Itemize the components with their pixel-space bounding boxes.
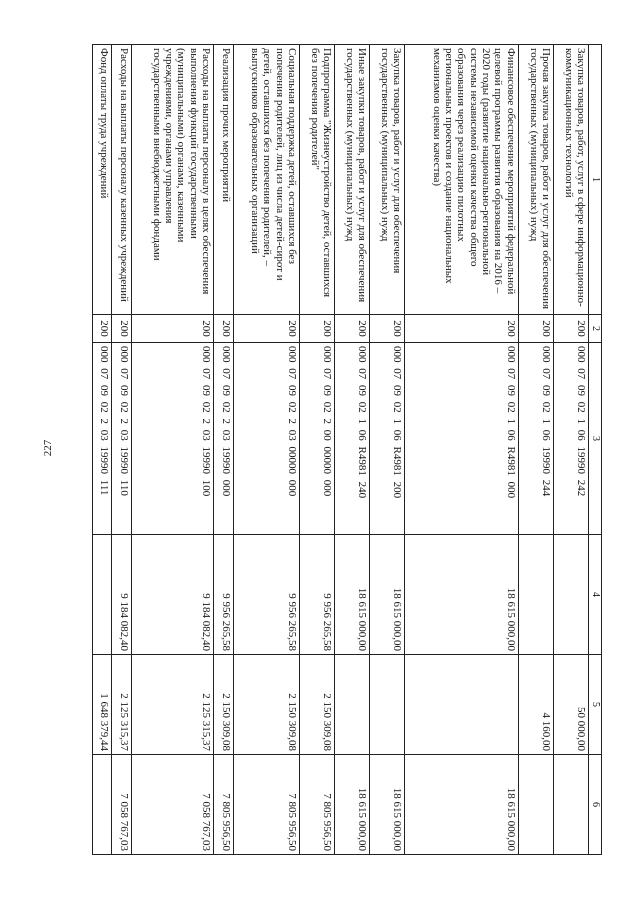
table-row — [405, 45, 518, 855]
row-value-4: 9 956 265,58 — [233, 535, 299, 655]
row-value-6: 18 615 000,00 — [335, 755, 370, 855]
row-value-4: 9 184 082,40 — [131, 535, 213, 655]
row-kbk: 000 07 09 02 1 06 19990 244 — [518, 343, 553, 535]
row-kbk: 000 07 09 02 2 03 19990 100 — [131, 343, 213, 535]
header-cell: 1 — [589, 45, 602, 315]
budget-table — [92, 44, 602, 855]
row-code: 200 — [518, 315, 553, 343]
header-cell: 3 — [589, 343, 602, 535]
row-value-5: 2 150 309,08 — [299, 655, 334, 755]
row-code: 200 — [233, 315, 299, 343]
row-value-5: 2 150 309,08 — [233, 655, 299, 755]
row-value-6: 18 615 000,00 — [370, 755, 405, 855]
row-kbk: 000 07 09 02 1 06 R4981 000 — [405, 343, 518, 535]
table-row — [233, 45, 299, 855]
row-value-5: 50 000,00 — [553, 655, 588, 755]
row-value-4: 9 956 265,58 — [299, 535, 334, 655]
table-row — [93, 45, 113, 855]
table-body — [93, 45, 589, 855]
row-code: 200 — [405, 315, 518, 343]
row-value-6 — [553, 755, 588, 855]
rotated-table-wrapper — [92, 44, 602, 854]
row-code: 200 — [214, 315, 233, 343]
row-code: 200 — [93, 315, 113, 343]
row-name: Закупка товаров, работ и услуг для обеспечения государственных (муниципальных) нужд — [370, 45, 405, 315]
header-cell: 6 — [589, 755, 602, 855]
row-value-5 — [405, 655, 518, 755]
row-value-5 — [335, 655, 370, 755]
row-value-5: 2 125 315,37 — [131, 655, 213, 755]
table-row — [518, 45, 553, 855]
row-value-6 — [518, 755, 553, 855]
row-kbk: 000 07 09 02 2 03 19990 110 — [112, 343, 131, 535]
row-value-5: 4 160,00 — [518, 655, 553, 755]
row-name: Подпрограмма "Жизнеустройство детей, оставшихся без попечения родителей" — [299, 45, 334, 315]
row-code: 200 — [553, 315, 588, 343]
row-value-6: 18 615 000,00 — [405, 755, 518, 855]
row-value-5: 2 125 315,37 — [112, 655, 131, 755]
header-cell: 2 — [589, 315, 602, 343]
row-kbk: 000 07 09 02 2 03 19990 111 — [93, 343, 113, 535]
row-kbk: 000 07 09 02 1 06 R4981 240 — [335, 343, 370, 535]
row-value-6: 7 805 956,50 — [214, 755, 233, 855]
row-value-4: 9 956 265,58 — [214, 535, 233, 655]
row-value-6: 7 805 956,50 — [299, 755, 334, 855]
table-row — [553, 45, 588, 855]
page-number: 227 — [42, 439, 54, 457]
table-row — [131, 45, 213, 855]
row-name: Расходы на выплаты персоналу в целях обеспечения выполнения функций государственными (муниципальными) органами, казенными учреждениями, органами управления государственными внебюджетными фондами — [131, 45, 213, 315]
row-value-4 — [553, 535, 588, 655]
row-value-4: 18 615 000,00 — [370, 535, 405, 655]
row-name: Прочая закупка товаров, работ и услуг для обеспечения государственных (муниципальных) нужд — [518, 45, 553, 315]
row-value-4: 18 615 000,00 — [335, 535, 370, 655]
row-code: 200 — [112, 315, 131, 343]
row-value-4: 18 615 000,00 — [405, 535, 518, 655]
row-value-5 — [370, 655, 405, 755]
row-name: Финансовое обеспечение мероприятий федеральной целевой программы развития образования на 2016 – 2020 годы (развитие национально-региональной системы независимой оценки качества общего образования через реализацию пилотных региональных проектов и создание национальных механизмов оценки качества) — [405, 45, 518, 315]
row-value-6: 7 058 767,03 — [131, 755, 213, 855]
row-name: Фонд оплаты труда учреждений — [93, 45, 113, 315]
row-value-5: 1 648 379,44 — [93, 655, 113, 755]
row-value-6: 7 058 767,03 — [112, 755, 131, 855]
table-row — [299, 45, 334, 855]
row-name: Расходы на выплаты персоналу казенных учреждений — [112, 45, 131, 315]
row-value-4 — [93, 535, 113, 655]
table-row — [214, 45, 233, 855]
row-name: Социальная поддержка детей, оставшихся без попечения родителей, лиц из числа детей-сирот и детей, оставшихся без попечения родителей, – выпускников образовательных организаций — [233, 45, 299, 315]
row-code: 200 — [131, 315, 213, 343]
row-value-6: 7 805 956,50 — [233, 755, 299, 855]
row-kbk: 000 07 09 02 1 06 19990 242 — [553, 343, 588, 535]
row-kbk: 000 07 09 02 2 03 00000 000 — [233, 343, 299, 535]
row-kbk: 000 07 09 02 2 03 19990 000 — [214, 343, 233, 535]
row-value-4 — [518, 535, 553, 655]
header-cell: 5 — [589, 655, 602, 755]
row-name: Закупка товаров, работ, услуг в сфере информационно-коммуникационных технологий — [553, 45, 588, 315]
row-value-6 — [93, 755, 113, 855]
row-kbk: 000 07 09 02 2 00 00000 000 — [299, 343, 334, 535]
table-row — [335, 45, 370, 855]
row-code: 200 — [299, 315, 334, 343]
header-row — [589, 45, 602, 855]
row-code: 200 — [335, 315, 370, 343]
row-value-4: 9 184 082,40 — [112, 535, 131, 655]
row-name: Иные закупки товаров, работ и услуг для обеспечения государственных (муниципальных) нужд — [335, 45, 370, 315]
table-row — [112, 45, 131, 855]
header-cell: 4 — [589, 535, 602, 655]
row-kbk: 000 07 09 02 1 06 R4981 200 — [370, 343, 405, 535]
table-row — [370, 45, 405, 855]
row-value-5: 2 150 309,08 — [214, 655, 233, 755]
row-name: Реализация прочих мероприятий — [214, 45, 233, 315]
row-code: 200 — [370, 315, 405, 343]
